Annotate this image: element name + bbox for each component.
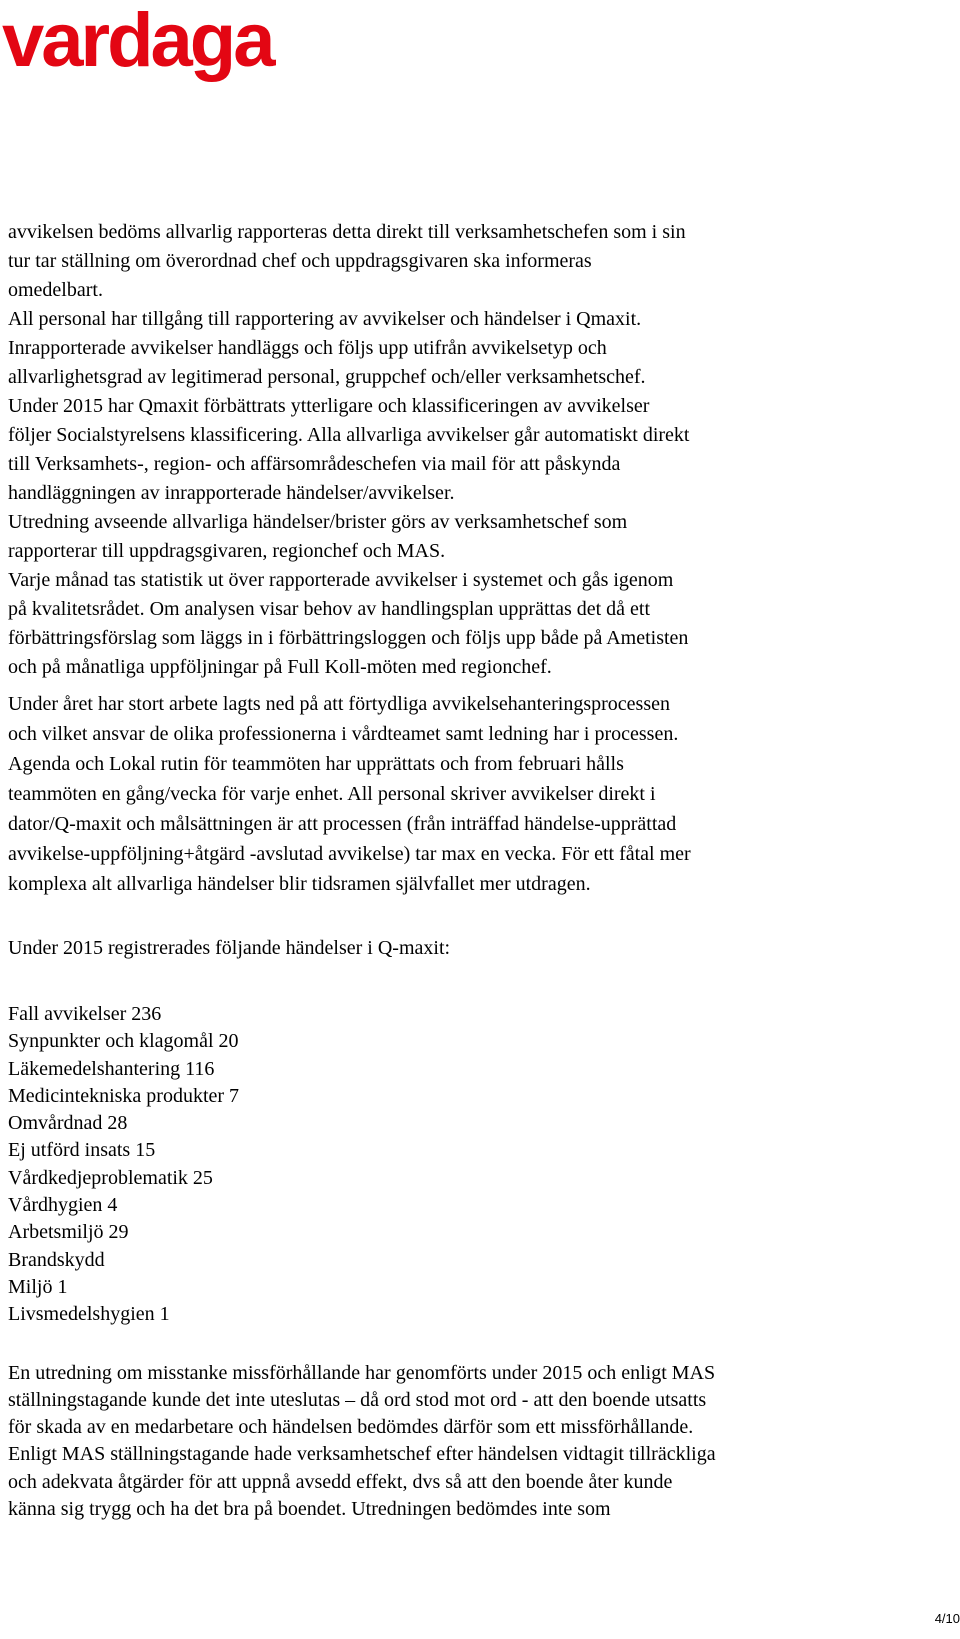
text-line: tur tar ställning om överordnad chef och uppdragsgivaren ska informeras — [8, 250, 592, 272]
text-line: Agenda och Lokal rutin för teammöten har upprättats och from februari hålls — [8, 753, 624, 775]
text-line: rapporterar till uppdragsgivaren, regionchef och MAS. — [8, 540, 446, 562]
text-line: Enligt MAS ställningstagande hade verksamhetschef efter händelsen vidtagit tillräckliga — [8, 1443, 716, 1466]
text-line: för skada av en medarbetare och händelsen bedömdes därför som ett missförhållande. — [8, 1416, 694, 1439]
text-line: och på månatliga uppföljningar på Full Koll-möten med regionchef. — [8, 656, 552, 678]
text-line: på kvalitetsrådet. Om analysen visar behov av handlingsplan upprättas det då ett — [8, 598, 651, 620]
events-list-intro: Under 2015 registrerades följande händelser i Q-maxit: — [8, 937, 451, 959]
text-line: komplexa alt allvarliga händelser blir tidsramen självfallet mer utdragen. — [8, 873, 591, 895]
vardaga-logo — [0, 0, 310, 90]
events-list — [8, 1001, 908, 1329]
paragraph-investigation — [8, 1360, 908, 1524]
text-line: ställningstagande kunde det inte uteslutas – då ord stod mot ord - att den boende utsatts — [8, 1388, 707, 1411]
list-item: Läkemedelshantering 116 — [8, 1057, 215, 1080]
text-line: avvikelsen bedöms allvarlig rapporteras detta direkt till verksamhetschefen som i sin — [8, 221, 686, 243]
text-line: allvarlighetsgrad av legitimerad personal, gruppchef och/eller verksamhetschef. — [8, 366, 646, 388]
text-line: följer Socialstyrelsens klassificering. Alla allvarliga avvikelser går automatiskt direkt — [8, 424, 690, 446]
list-item: Brandskydd — [8, 1248, 105, 1271]
list-item: Ej utförd insats 15 — [8, 1139, 156, 1162]
text-line: En utredning om misstanke missförhållande har genomförts under 2015 och enligt MAS — [8, 1361, 716, 1384]
text-line: Varje månad tas statistik ut över rapporterade avvikelser i systemet och gås igenom — [8, 569, 674, 591]
text-line: avvikelse-uppföljning+åtgärd -avslutad avvikelse) tar max en vecka. För ett fåtal mer — [8, 843, 691, 865]
list-item: Arbetsmiljö 29 — [8, 1221, 129, 1244]
text-line: Utredning avseende allvarliga händelser/brister görs av verksamhetschef som — [8, 511, 628, 533]
text-line: Under 2015 har Qmaxit förbättrats ytterligare och klassificeringen av avvikelser — [8, 395, 650, 417]
list-item: Miljö 1 — [8, 1275, 68, 1298]
list-item: Medicintekniska produkter 7 — [8, 1084, 240, 1107]
list-item: Vårdhygien 4 — [8, 1194, 118, 1217]
list-item: Vårdkedjeproblematik 25 — [8, 1166, 213, 1189]
list-item: Synpunkter och klagomål 20 — [8, 1030, 239, 1053]
text-line: förbättringsförslag som läggs in i förbättringsloggen och följs upp både på Ametisten — [8, 627, 689, 649]
text-line: dator/Q-maxit och målsättningen är att processen (från inträffad händelse-upprättad — [8, 813, 677, 835]
text-line: All personal har tillgång till rapportering av avvikelser och händelser i Qmaxit. — [8, 308, 642, 330]
document-body — [8, 218, 908, 1523]
page-number: 4/10 — [934, 1611, 960, 1626]
text-line: och vilket ansvar de olika professionerna i vårdteamet samt ledning har i processen. — [8, 723, 679, 745]
list-item: Omvårdnad 28 — [8, 1112, 128, 1135]
text-line: Under året har stort arbete lagts ned på att förtydliga avvikelsehanteringsprocessen — [8, 693, 670, 715]
text-line: teammöten en gång/vecka för varje enhet. All personal skriver avvikelser direkt i — [8, 783, 656, 805]
text-line: och adekvata åtgärder för att uppnå avsedd effekt, dvs så att den boende åter kunde — [8, 1470, 673, 1493]
text-line: känna sig trygg och ha det bra på boendet. Utredningen bedömdes inte som — [8, 1498, 611, 1521]
text-line: omedelbart. — [8, 279, 103, 301]
paragraph-deviation-handling — [8, 218, 908, 682]
text-line: handläggningen av inrapporterade händelser/avvikelser. — [8, 482, 455, 504]
text-line: till Verksamhets-, region- och affärsområdeschefen via mail för att påskynda — [8, 453, 621, 475]
list-item: Livsmedelshygien 1 — [8, 1303, 170, 1326]
logo-wordmark: vardaga — [2, 0, 273, 83]
list-item: Fall avvikelser 236 — [8, 1003, 162, 1025]
paragraph-process-work — [8, 689, 908, 899]
text-line: Inrapporterade avvikelser handläggs och följs upp utifrån avvikelsetyp och — [8, 337, 607, 359]
